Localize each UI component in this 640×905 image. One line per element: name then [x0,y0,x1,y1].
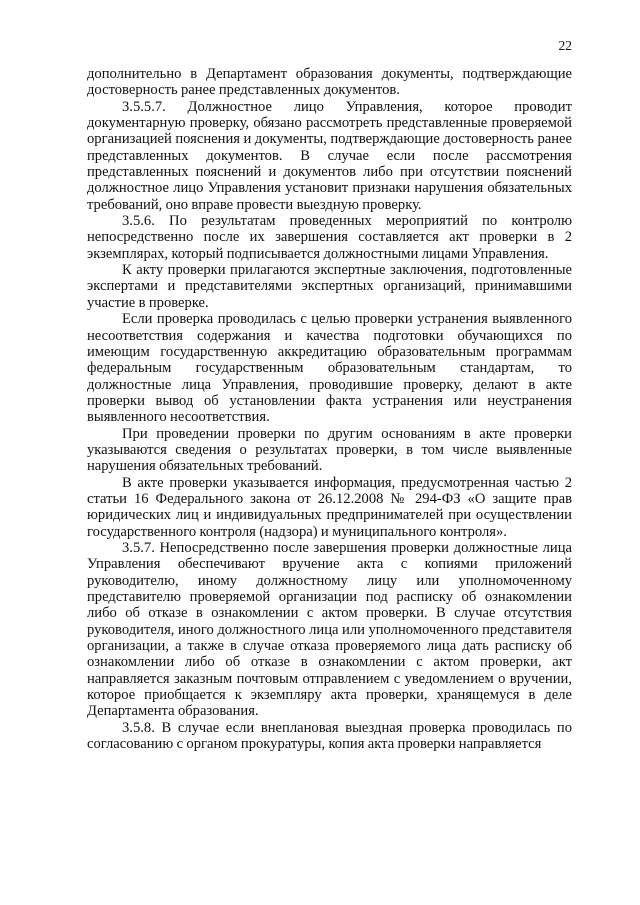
paragraph-elimination-check: Если проверка проводилась с целью проверки устранения выявленного несоответствия содержания и качества подготовки обучающихся по имеющим государственную аккредитацию образовательным программам федеральным государственным образовательным стандартам, то должностные лица Управления, проводившие проверку, делают в акте проверки вывод об установлении факта устранения или неустранения выявленного несоответствия. [87,311,572,426]
paragraph-act-info: В акте проверки указывается информация, предусмотренная частью 2 статьи 16 Федерального закона от 26.12.2008 № 294-ФЗ «О защите прав юридических лиц и индивидуальных предпринимателей при осуществлении государственного контроля (надзора) и муниципального контроля». [87,474,572,540]
paragraph-3-5-8: 3.5.8. В случае если внеплановая выездная проверка проводилась по согласованию с органом прокуратуры, копия акта проверки направляется [87,719,572,753]
paragraph-continuation: дополнительно в Департамент образования документы, подтверждающие достоверность ранее представленных документов. [87,66,572,99]
paragraph-attachments: К акту проверки прилагаются экспертные заключения, подготовленные экспертами и представителями экспертных организаций, принимавшими участие в проверке. [87,262,572,311]
paragraph-other-grounds: При проведении проверки по другим основаниям в акте проверки указываются сведения о результатах проверки, в том числе выявленные нарушения обязательных требований. [87,425,572,475]
paragraph-3-5-5-7: 3.5.5.7. Должностное лицо Управления, которое проводит документарную проверку, обязано рассмотреть представленные проверяемой организацией пояснения и документы, подтверждающие достоверность ранее представленных документов. В случае если после рассмотрения представленных пояснений и документов либо при отсутствии пояснений должностное лицо Управления установит признаки нарушения обязательных требований, оно вправе провести выездную проверку. [87,98,572,213]
paragraph-3-5-7: 3.5.7. Непосредственно после завершения проверки должностные лица Управления обеспечивают вручение акта с копиями приложений руководителю, иному должностному лицу или уполномоченному представителю проверяемой организации под расписку об ознакомлении либо об отказе в ознакомлении с актом проверки. В случае отсутствия руководителя, иного должностного лица или уполномоченного представителя организации, а также в случае отказа проверяемого лица дать расписку об ознакомлении либо об отказе в ознакомлении с актом проверки, акт направляется заказным почтовым отправлением с уведомлением о вручении, которое приобщается к экземпляру акта проверки, хранящемуся в деле Департамента образования. [87,539,572,720]
page-number: 22 [558,38,572,53]
paragraph-3-5-6: 3.5.6. По результатам проведенных мероприятий по контролю непосредственно после их завершения составляется акт проверки в 2 экземплярах, который подписывается должностными лицами Управления. [87,213,572,262]
document-body [87,66,572,752]
